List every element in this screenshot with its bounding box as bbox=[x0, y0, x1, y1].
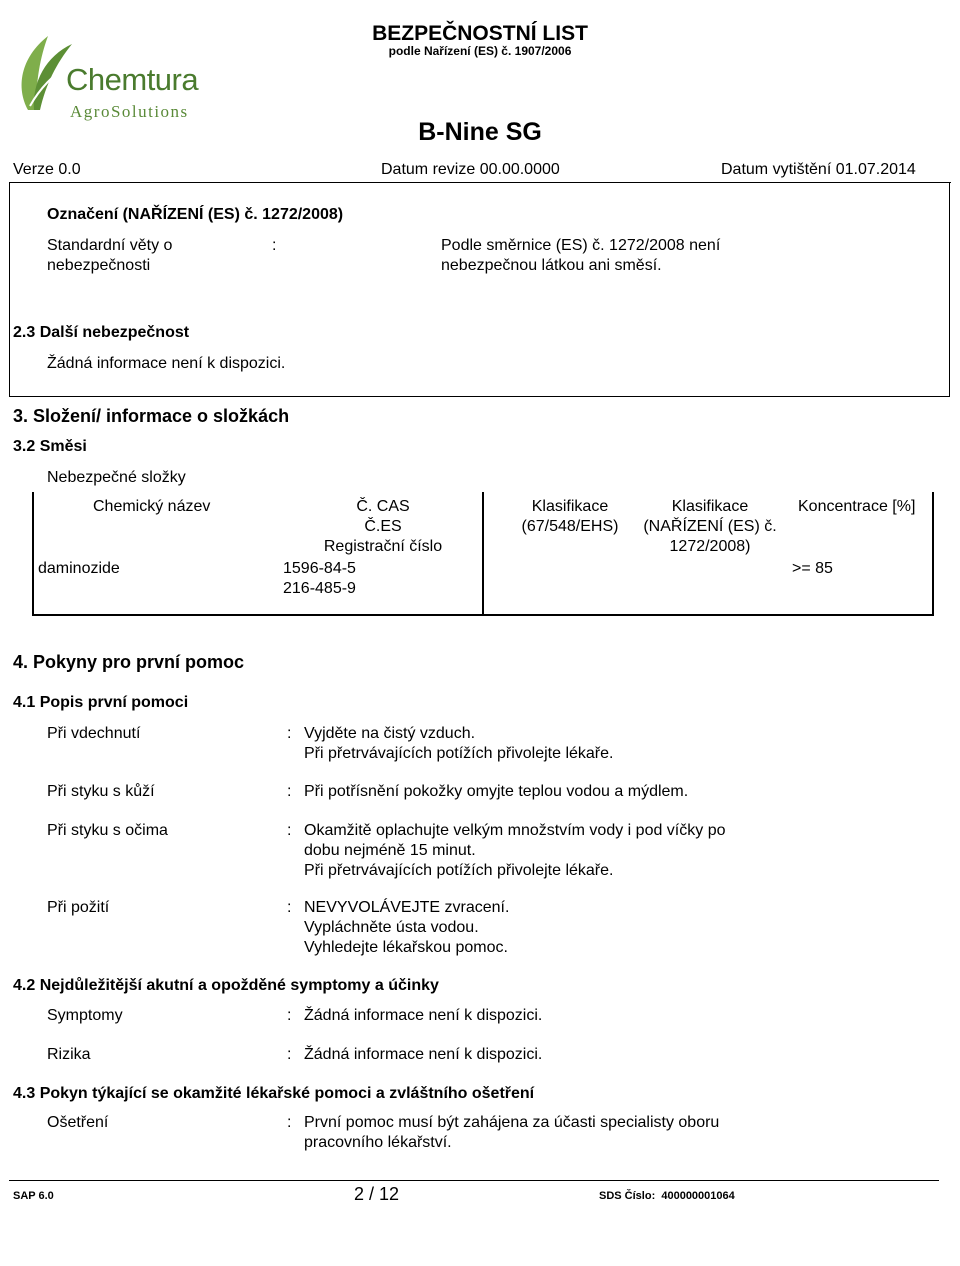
col-header-conc: Koncentrace [%] bbox=[798, 498, 916, 515]
col-header-klas2-line: Klasifikace bbox=[671, 498, 749, 515]
sds-number: SDS Číslo: 400000001064 bbox=[599, 1190, 735, 1202]
first-aid-colon: : bbox=[287, 783, 292, 800]
section-4-heading: 4. Pokyny pro první pomoc bbox=[13, 652, 245, 672]
table-border-bottom bbox=[32, 614, 934, 616]
first-aid-instruction-line: Vyhledejte lékařskou pomoc. bbox=[304, 939, 508, 956]
print-date: Datum vytištění 01.07.2014 bbox=[721, 161, 916, 178]
component-es-number: 216-485-9 bbox=[283, 580, 356, 597]
col-header-klas2-line: (NAŘÍZENÍ (ES) č. bbox=[643, 518, 777, 535]
section-4-1-heading: 4.1 Popis první pomoci bbox=[13, 694, 189, 711]
col-header-name: Chemický název bbox=[93, 498, 211, 515]
document-subtitle: podle Nařízení (ES) č. 1907/2006 bbox=[388, 44, 572, 58]
first-aid-instruction-line: dobu nejméně 15 minut. bbox=[304, 842, 476, 859]
labeling-value bbox=[441, 236, 720, 276]
first-aid-instruction-line: Vypláchněte ústa vodou. bbox=[304, 919, 479, 936]
first-aid-instructions bbox=[304, 724, 613, 764]
section-3-2-heading: 3.2 Směsi bbox=[13, 438, 87, 455]
logo-brand-text: Chemtura bbox=[66, 62, 199, 97]
first-aid-label: Při styku s kůží bbox=[47, 783, 155, 800]
footer-sap: SAP 6.0 bbox=[13, 1190, 54, 1202]
risks-label: Rizika bbox=[47, 1046, 91, 1063]
col-header-klas2-line: 1272/2008) bbox=[669, 538, 751, 555]
table-border-left bbox=[32, 492, 34, 616]
labeling-heading: Označení (NAŘÍZENÍ (ES) č. 1272/2008) bbox=[47, 206, 344, 223]
labeling-label-line: nebezpečnosti bbox=[47, 257, 151, 274]
labeling-label bbox=[47, 236, 172, 276]
labeling-value-line: Podle směrnice (ES) č. 1272/2008 není bbox=[441, 237, 721, 254]
section-2-3-text: Žádná informace není k dispozici. bbox=[47, 355, 286, 372]
first-aid-instructions bbox=[304, 821, 726, 881]
col-header-cas-line: Č.ES bbox=[364, 518, 402, 535]
first-aid-instruction-line: Při potřísnění pokožky omyjte teplou vodou a mýdlem. bbox=[304, 783, 689, 800]
symptoms-value: Žádná informace není k dispozici. bbox=[304, 1007, 543, 1024]
first-aid-instructions bbox=[304, 898, 509, 958]
risks-value: Žádná informace není k dispozici. bbox=[304, 1046, 543, 1063]
revision-date: Datum revize 00.00.0000 bbox=[381, 161, 560, 178]
symptoms-label: Symptomy bbox=[47, 1007, 123, 1024]
risks-colon: : bbox=[287, 1046, 292, 1063]
component-cas-number: 1596-84-5 bbox=[283, 560, 356, 577]
footer-divider bbox=[9, 1180, 939, 1181]
document-title: BEZPEČNOSTNÍ LIST bbox=[372, 22, 588, 45]
first-aid-instruction-line: Vyjděte na čistý vzduch. bbox=[304, 725, 476, 742]
first-aid-instruction-line: Okamžitě oplachujte velkým množstvím vody i pod víčky po bbox=[304, 822, 726, 839]
component-name: daminozide bbox=[38, 560, 120, 577]
hazardous-components-title: Nebezpečné složky bbox=[47, 469, 186, 486]
first-aid-instruction-line: NEVYVOLÁVEJTE zvracení. bbox=[304, 899, 510, 916]
first-aid-label: Při požití bbox=[47, 899, 110, 916]
first-aid-instructions bbox=[304, 782, 688, 802]
page-number: 2 / 12 bbox=[354, 1184, 400, 1204]
col-header-klas2 bbox=[625, 497, 795, 557]
first-aid-label: Při vdechnutí bbox=[47, 725, 141, 742]
labeling-value-line: nebezpečnou látkou ani směsí. bbox=[441, 257, 662, 274]
first-aid-instruction-line: Při přetrvávajících potížích přivolejte lékaře. bbox=[304, 745, 614, 762]
labeling-label-line: Standardní věty o bbox=[47, 237, 173, 254]
first-aid-label: Při styku s očima bbox=[47, 822, 168, 839]
col-header-klas1-line: Klasifikace bbox=[531, 498, 609, 515]
first-aid-colon: : bbox=[287, 899, 292, 916]
table-border-right bbox=[932, 492, 934, 616]
first-aid-instruction-line: Při přetrvávajících potížích přivolejte lékaře. bbox=[304, 862, 614, 879]
treatment-line: První pomoc musí být zahájena za účasti specialisty oboru bbox=[304, 1114, 720, 1131]
treatment-value bbox=[304, 1113, 719, 1153]
section-4-3-heading: 4.3 Pokyn týkající se okamžité lékařské pomoci a zvláštního ošetření bbox=[13, 1085, 535, 1102]
component-cas bbox=[283, 559, 356, 599]
labeling-colon: : bbox=[272, 237, 277, 254]
col-header-cas-line: Č. CAS bbox=[356, 498, 410, 515]
symptoms-colon: : bbox=[287, 1007, 292, 1024]
treatment-label: Ošetření bbox=[47, 1114, 109, 1131]
component-concentration: >= 85 bbox=[792, 560, 833, 577]
first-aid-colon: : bbox=[287, 725, 292, 742]
section-4-2-heading: 4.2 Nejdůležitější akutní a opožděné symptomy a účinky bbox=[13, 977, 439, 994]
col-header-cas-line: Registrační číslo bbox=[323, 538, 443, 555]
version: Verze 0.0 bbox=[13, 161, 81, 178]
first-aid-colon: : bbox=[287, 822, 292, 839]
col-header-klas1-line: (67/548/EHS) bbox=[521, 518, 619, 535]
col-header-cas bbox=[283, 497, 483, 557]
treatment-colon: : bbox=[287, 1114, 292, 1131]
product-name: B-Nine SG bbox=[418, 118, 542, 146]
logo-sub-text: AgroSolutions bbox=[70, 102, 189, 121]
section-3-heading: 3. Složení/ informace o složkách bbox=[13, 406, 290, 426]
section-2-3-heading: 2.3 Další nebezpečnost bbox=[13, 324, 190, 341]
treatment-line: pracovního lékařství. bbox=[304, 1134, 452, 1151]
